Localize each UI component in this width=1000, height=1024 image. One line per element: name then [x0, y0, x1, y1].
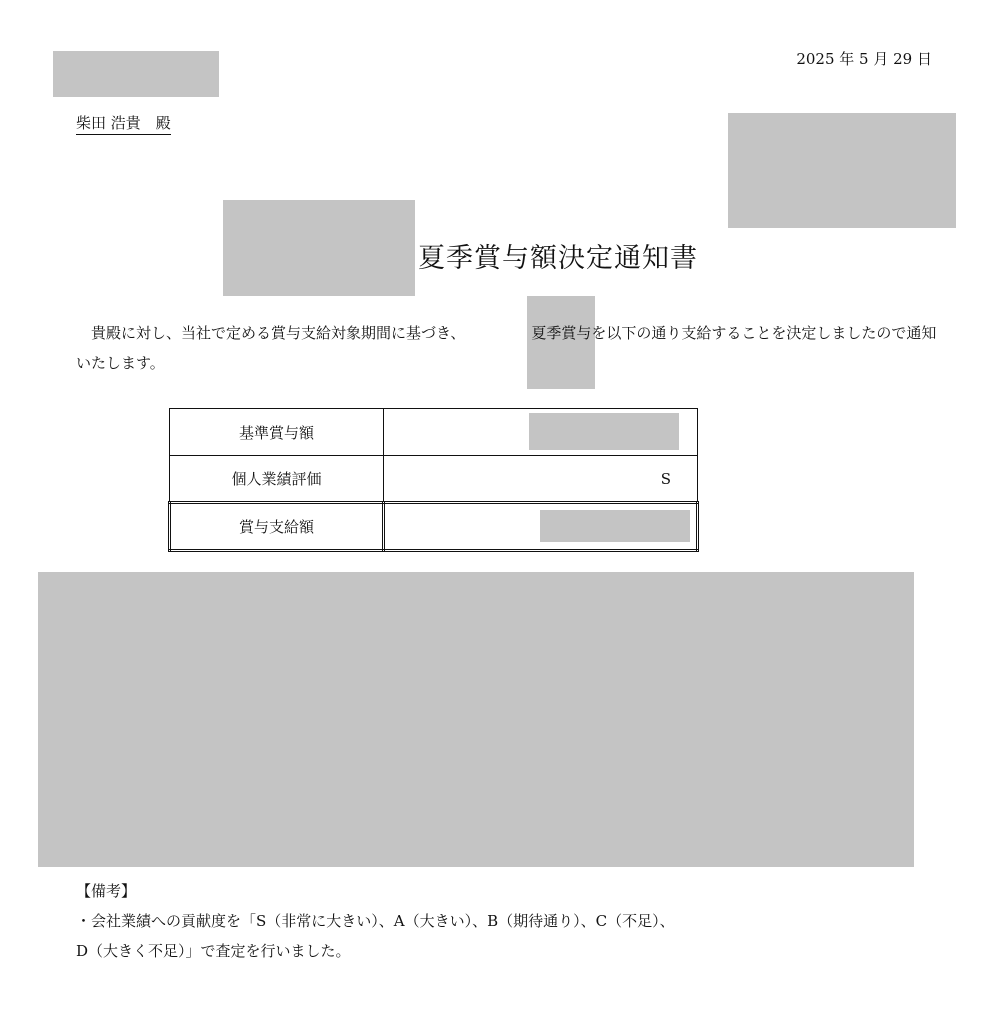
remarks-line-1: ・会社業績への貢献度を「S（非常に大きい）、A（大きい）、B（期待通り）、C（不足）、 [76, 912, 675, 930]
table-row [170, 503, 698, 551]
redacted-bonus-payment-amount [540, 510, 690, 542]
document-title: 夏季賞与額決定通知書 [418, 243, 698, 274]
redacted-title-prefix [223, 200, 415, 296]
remarks-section [76, 876, 956, 966]
base-bonus-value [384, 409, 698, 456]
remarks-heading: 【備考】 [76, 882, 137, 900]
redacted-details-section [38, 572, 914, 867]
remarks-line-2: D（大きく不足）」で査定を行いました。 [76, 942, 351, 960]
bonus-table [168, 408, 699, 552]
notice-body-part1: 貴殿に対し、当社で定める賞与支給対象期間に基づき、 [76, 324, 466, 342]
table-row [170, 409, 698, 456]
redacted-company-seal [728, 113, 956, 228]
issue-date: 2025 年 5 月 29 日 [796, 50, 932, 68]
notice-body-part2: 夏季賞与を以下の通り支給することを決定しましたので通知いたします。 [76, 324, 937, 372]
recipient-name: 柴田 浩貴 殿 [76, 113, 171, 135]
bonus-payment-label: 賞与支給額 [170, 503, 384, 551]
performance-rating-value: S [384, 456, 698, 503]
redacted-company-name [53, 51, 219, 97]
base-bonus-label: 基準賞与額 [170, 409, 384, 456]
notice-body [76, 318, 946, 378]
performance-rating-label: 個人業績評価 [170, 456, 384, 503]
redacted-base-bonus-amount [529, 413, 679, 450]
bonus-payment-value [384, 503, 698, 551]
table-row [170, 456, 698, 503]
